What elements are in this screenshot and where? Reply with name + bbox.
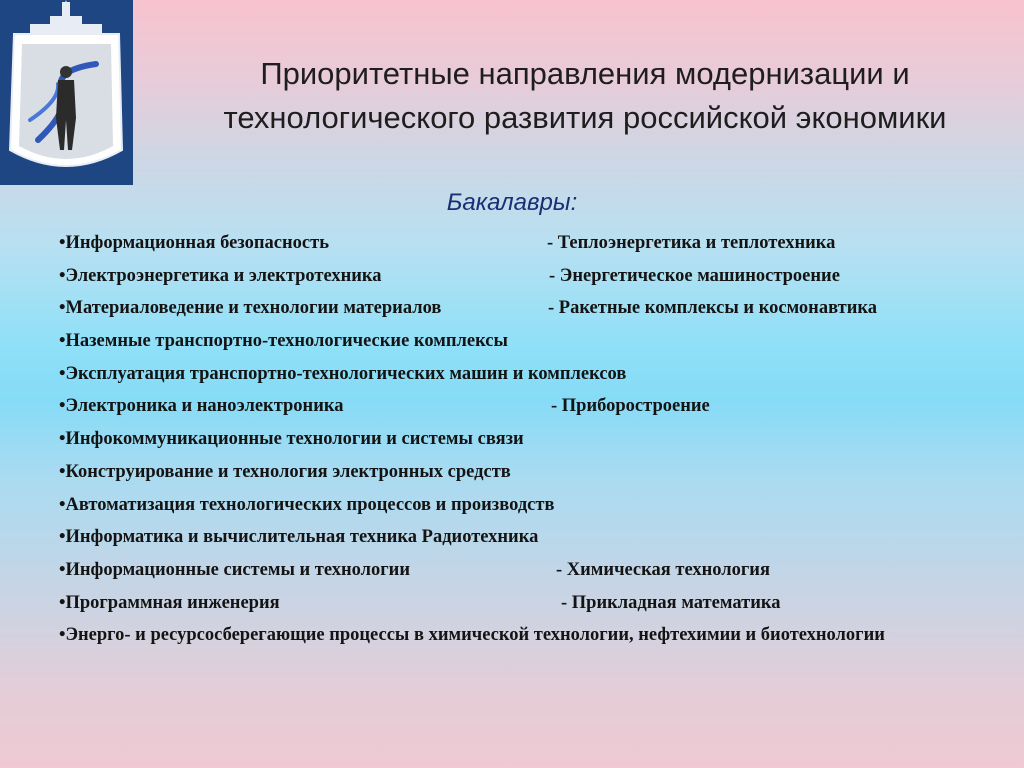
- university-logo: [0, 0, 133, 185]
- program-left: •Информационная безопасность: [59, 233, 329, 253]
- list-item: [59, 395, 989, 428]
- list-item: [59, 232, 989, 265]
- program-left: •Инфокоммуникационные технологии и системы связи: [59, 429, 524, 450]
- list-item: [59, 461, 989, 494]
- program-left: •Информационные системы и технологии: [59, 559, 411, 580]
- list-item: [59, 592, 989, 625]
- list-item: [59, 559, 989, 592]
- program-left: •Наземные транспортно-технологические комплексы: [59, 331, 508, 352]
- program-left: •Конструирование и технология электронных средств: [59, 461, 511, 482]
- list-item: [59, 363, 989, 396]
- program-left: •Автоматизация технологических процессов и производств: [59, 494, 555, 515]
- shield-emblem-icon: [0, 0, 133, 185]
- list-item: [59, 297, 989, 330]
- program-right: - Энергетическое машиностроение: [549, 265, 840, 286]
- program-list: [59, 232, 989, 646]
- program-left: •Информатика и вычислительная техника Радиотехника: [59, 527, 539, 548]
- list-item: [59, 494, 989, 527]
- program-left: •Энерго- и ресурсосберегающие процессы в химической технологии, нефтехимии и биотехнологии: [59, 625, 885, 646]
- program-left: •Программная инженерия: [59, 592, 280, 613]
- program-right: - Приборостроение: [551, 396, 710, 417]
- title-line-1: Приоритетные направления модернизации и: [260, 56, 910, 91]
- program-left: •Электроэнергетика и электротехника: [59, 265, 382, 286]
- slide-title: [150, 52, 1020, 140]
- title-line-2: технологического развития российской экономики: [223, 100, 947, 135]
- list-item: [59, 624, 939, 646]
- section-subtitle: Бакалавры:: [446, 189, 578, 216]
- list-item: [59, 330, 989, 363]
- program-left: •Материаловедение и технологии материалов: [59, 298, 442, 319]
- list-item: [59, 428, 989, 461]
- program-right: - Ракетные комплексы и космонавтика: [548, 298, 877, 319]
- list-item: [59, 526, 989, 559]
- program-left: •Эксплуатация транспортно-технологических машин и комплексов: [59, 363, 627, 384]
- program-right: - Теплоэнергетика и теплотехника: [547, 233, 836, 253]
- program-right: - Прикладная математика: [561, 592, 781, 613]
- program-left: •Электроника и наноэлектроника: [59, 396, 344, 417]
- program-right: - Химическая технология: [556, 559, 770, 580]
- list-item: [59, 265, 989, 298]
